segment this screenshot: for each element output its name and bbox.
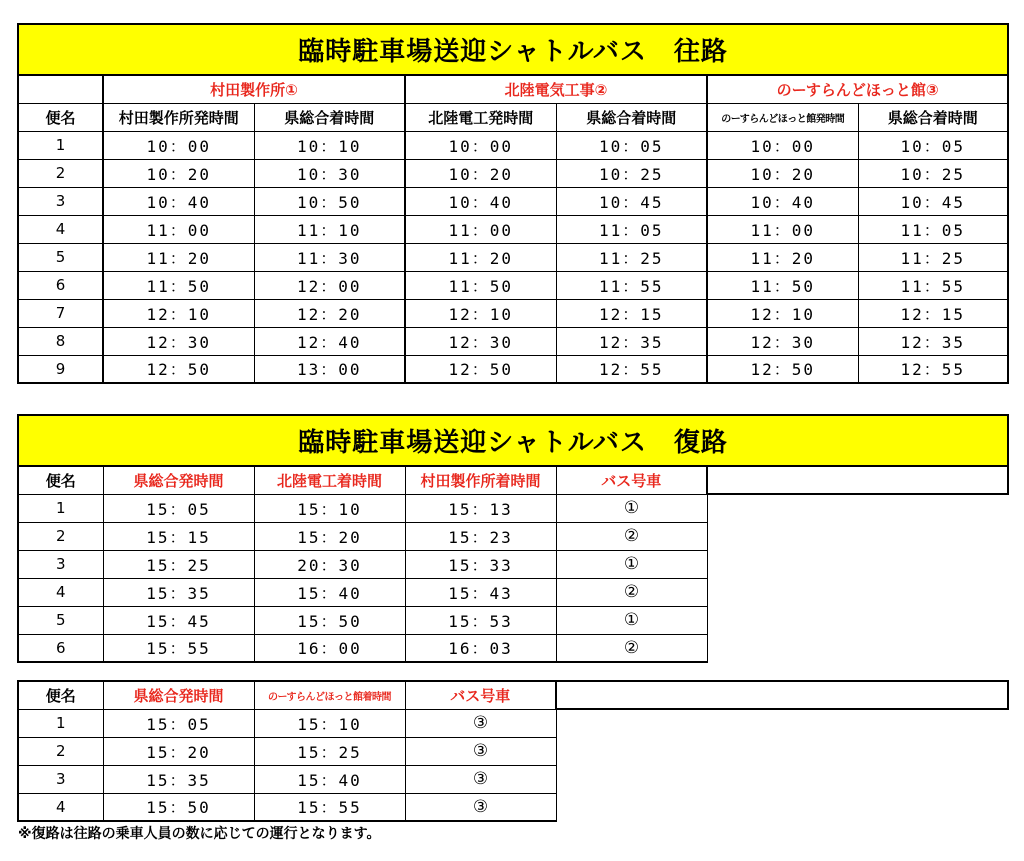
outbound-cell: 10：25 [556, 159, 707, 187]
r2-col-header-kensogo-depart: 県総合発時間 [103, 681, 254, 709]
outbound-cell: 12：35 [556, 327, 707, 355]
outbound-cell: 12：50 [707, 355, 858, 383]
outbound-cell: 10：25 [858, 159, 1008, 187]
r1-col-header-bus-no: バス号車 [556, 466, 707, 494]
outbound-cell: 12：15 [556, 299, 707, 327]
return1-cell: 16：00 [254, 634, 405, 662]
return1-cell: 15：43 [405, 578, 556, 606]
return2-cell: 3 [18, 765, 103, 793]
return-title: 臨時駐車場送迎シャトルバス 復路 [18, 415, 1008, 466]
outbound-cell: 12：35 [858, 327, 1008, 355]
r1-col-header-murata-arrive: 村田製作所着時間 [405, 466, 556, 494]
return1-cell: 16：03 [405, 634, 556, 662]
outbound-cell: 10：00 [707, 131, 858, 159]
outbound-title: 臨時駐車場送迎シャトルバス 往路 [18, 24, 1008, 75]
outbound-cell: 11：00 [707, 215, 858, 243]
outbound-cell: 11：25 [858, 243, 1008, 271]
outbound-cell: 12：10 [103, 299, 254, 327]
outbound-cell: 11：05 [556, 215, 707, 243]
outbound-cell: 10：20 [707, 159, 858, 187]
outbound-cell: 11：20 [405, 243, 556, 271]
return2-cell: 15：20 [103, 737, 254, 765]
r2-col-header-bus-no: バス号車 [405, 681, 556, 709]
outbound-cell: 10：45 [556, 187, 707, 215]
return1-cell: 15：10 [254, 494, 405, 522]
group-header-blank [18, 75, 103, 103]
col-header-northland-depart: のーすらんどほっと館発時間 [707, 103, 858, 131]
footnote: ※復路は往路の乗車人員の数に応じての運行となります。 [18, 826, 381, 842]
return1-cell: ① [556, 550, 707, 578]
return1-cell: 15：13 [405, 494, 556, 522]
outbound-cell: 11：50 [405, 271, 556, 299]
return1-cell: 15：23 [405, 522, 556, 550]
outbound-cell: 11：05 [858, 215, 1008, 243]
outbound-cell: 12：50 [103, 355, 254, 383]
outbound-cell: 10：40 [707, 187, 858, 215]
outbound-cell: 11：00 [405, 215, 556, 243]
outbound-cell: 9 [18, 355, 103, 383]
col-header-kensogo-arrive-3: 県総合着時間 [858, 103, 1008, 131]
return2-cell: 15：50 [103, 793, 254, 821]
outbound-cell: 11：55 [858, 271, 1008, 299]
return2-cell: ③ [405, 737, 556, 765]
return1-cell: 15：40 [254, 578, 405, 606]
outbound-cell: 11：10 [254, 215, 405, 243]
return1-cell: ① [556, 494, 707, 522]
outbound-cell: 12：20 [254, 299, 405, 327]
return1-cell: 15：20 [254, 522, 405, 550]
outbound-cell: 11：20 [707, 243, 858, 271]
return1-row [18, 494, 1008, 522]
group-header-hokuriku: 北陸電気工事② [405, 75, 707, 103]
return2-row [18, 709, 1008, 737]
r2-col-header-bin: 便名 [18, 681, 103, 709]
return1-row [18, 578, 1008, 606]
return1-row [18, 634, 1008, 662]
outbound-cell: 12：40 [254, 327, 405, 355]
return1-cell: 1 [18, 494, 103, 522]
return1-row [18, 606, 1008, 634]
return-table-2 [17, 680, 1009, 822]
return1-cell: ① [556, 606, 707, 634]
outbound-cell: 10：10 [254, 131, 405, 159]
return2-cell: ③ [405, 709, 556, 737]
outbound-cell: 10：45 [858, 187, 1008, 215]
outbound-cell: 12：55 [858, 355, 1008, 383]
outbound-cell: 10：00 [405, 131, 556, 159]
outbound-cell: 10：20 [103, 159, 254, 187]
return2-cell: 15：05 [103, 709, 254, 737]
r1-blank-area [707, 466, 1008, 494]
return1-cell: 15：33 [405, 550, 556, 578]
outbound-cell: 10：05 [858, 131, 1008, 159]
return2-row [18, 793, 1008, 821]
return2-cell: ③ [405, 793, 556, 821]
outbound-row [18, 187, 1008, 215]
outbound-row [18, 327, 1008, 355]
outbound-cell: 11：50 [707, 271, 858, 299]
outbound-cell: 10：30 [254, 159, 405, 187]
outbound-cell: 5 [18, 243, 103, 271]
outbound-cell: 3 [18, 187, 103, 215]
outbound-cell: 1 [18, 131, 103, 159]
return1-cell: 2 [18, 522, 103, 550]
outbound-cell: 12：30 [103, 327, 254, 355]
col-header-kensogo-arrive-2: 県総合着時間 [556, 103, 707, 131]
outbound-cell: 11：30 [254, 243, 405, 271]
return2-cell: ③ [405, 765, 556, 793]
r1-col-header-bin: 便名 [18, 466, 103, 494]
outbound-cell: 4 [18, 215, 103, 243]
r1-col-header-hokuriku-arrive: 北陸電工着時間 [254, 466, 405, 494]
outbound-cell: 11：55 [556, 271, 707, 299]
outbound-cell: 11：20 [103, 243, 254, 271]
outbound-cell: 2 [18, 159, 103, 187]
return2-row [18, 737, 1008, 765]
return1-cell: ② [556, 578, 707, 606]
outbound-cell: 7 [18, 299, 103, 327]
outbound-row [18, 215, 1008, 243]
col-header-kensogo-arrive-1: 県総合着時間 [254, 103, 405, 131]
outbound-cell: 12：30 [707, 327, 858, 355]
r2-col-header-northland-arrive: のーすらんどほっと館着時間 [254, 681, 405, 709]
outbound-row [18, 243, 1008, 271]
outbound-cell: 12：10 [405, 299, 556, 327]
col-header-murata-depart: 村田製作所発時間 [103, 103, 254, 131]
return2-cell: 15：35 [103, 765, 254, 793]
outbound-row [18, 271, 1008, 299]
group-header-northland: のーすらんどほっと館③ [707, 75, 1008, 103]
outbound-cell: 12：15 [858, 299, 1008, 327]
return2-cell: 15：55 [254, 793, 405, 821]
return1-cell: 5 [18, 606, 103, 634]
return1-cell: 3 [18, 550, 103, 578]
outbound-table [17, 23, 1009, 384]
outbound-cell: 10：50 [254, 187, 405, 215]
return2-cell: 15：25 [254, 737, 405, 765]
outbound-row [18, 355, 1008, 383]
return2-cell: 15：40 [254, 765, 405, 793]
return2-cell: 1 [18, 709, 103, 737]
return1-cell: 4 [18, 578, 103, 606]
outbound-cell: 8 [18, 327, 103, 355]
return1-cell: 15：15 [103, 522, 254, 550]
return-table-1 [17, 414, 1009, 663]
return2-row [18, 765, 1008, 793]
return2-cell: 4 [18, 793, 103, 821]
col-header-hokuriku-depart: 北陸電工発時間 [405, 103, 556, 131]
outbound-cell: 10：05 [556, 131, 707, 159]
outbound-row [18, 159, 1008, 187]
return1-cell: 15：05 [103, 494, 254, 522]
return1-row [18, 550, 1008, 578]
return1-row [18, 522, 1008, 550]
return2-cell: 2 [18, 737, 103, 765]
col-header-bin: 便名 [18, 103, 103, 131]
return1-cell: 15：45 [103, 606, 254, 634]
return1-cell: 15：25 [103, 550, 254, 578]
return1-cell: ② [556, 522, 707, 550]
return1-cell: 15：35 [103, 578, 254, 606]
outbound-row [18, 131, 1008, 159]
return2-cell: 15：10 [254, 709, 405, 737]
outbound-cell: 10：00 [103, 131, 254, 159]
outbound-cell: 10：40 [103, 187, 254, 215]
return1-cell: ② [556, 634, 707, 662]
return1-cell: 6 [18, 634, 103, 662]
outbound-cell: 11：25 [556, 243, 707, 271]
outbound-cell: 10：40 [405, 187, 556, 215]
outbound-cell: 12：55 [556, 355, 707, 383]
outbound-cell: 12：30 [405, 327, 556, 355]
r2-blank-area [556, 681, 1008, 709]
return1-cell: 15：53 [405, 606, 556, 634]
outbound-cell: 10：20 [405, 159, 556, 187]
outbound-cell: 6 [18, 271, 103, 299]
return1-cell: 15：55 [103, 634, 254, 662]
outbound-cell: 13：00 [254, 355, 405, 383]
outbound-row [18, 299, 1008, 327]
outbound-cell: 12：10 [707, 299, 858, 327]
group-header-murata: 村田製作所① [103, 75, 405, 103]
r1-col-header-kensogo-depart: 県総合発時間 [103, 466, 254, 494]
return1-cell: 15：50 [254, 606, 405, 634]
return1-cell: 20：30 [254, 550, 405, 578]
outbound-cell: 12：50 [405, 355, 556, 383]
outbound-cell: 11：50 [103, 271, 254, 299]
outbound-cell: 12：00 [254, 271, 405, 299]
outbound-cell: 11：00 [103, 215, 254, 243]
